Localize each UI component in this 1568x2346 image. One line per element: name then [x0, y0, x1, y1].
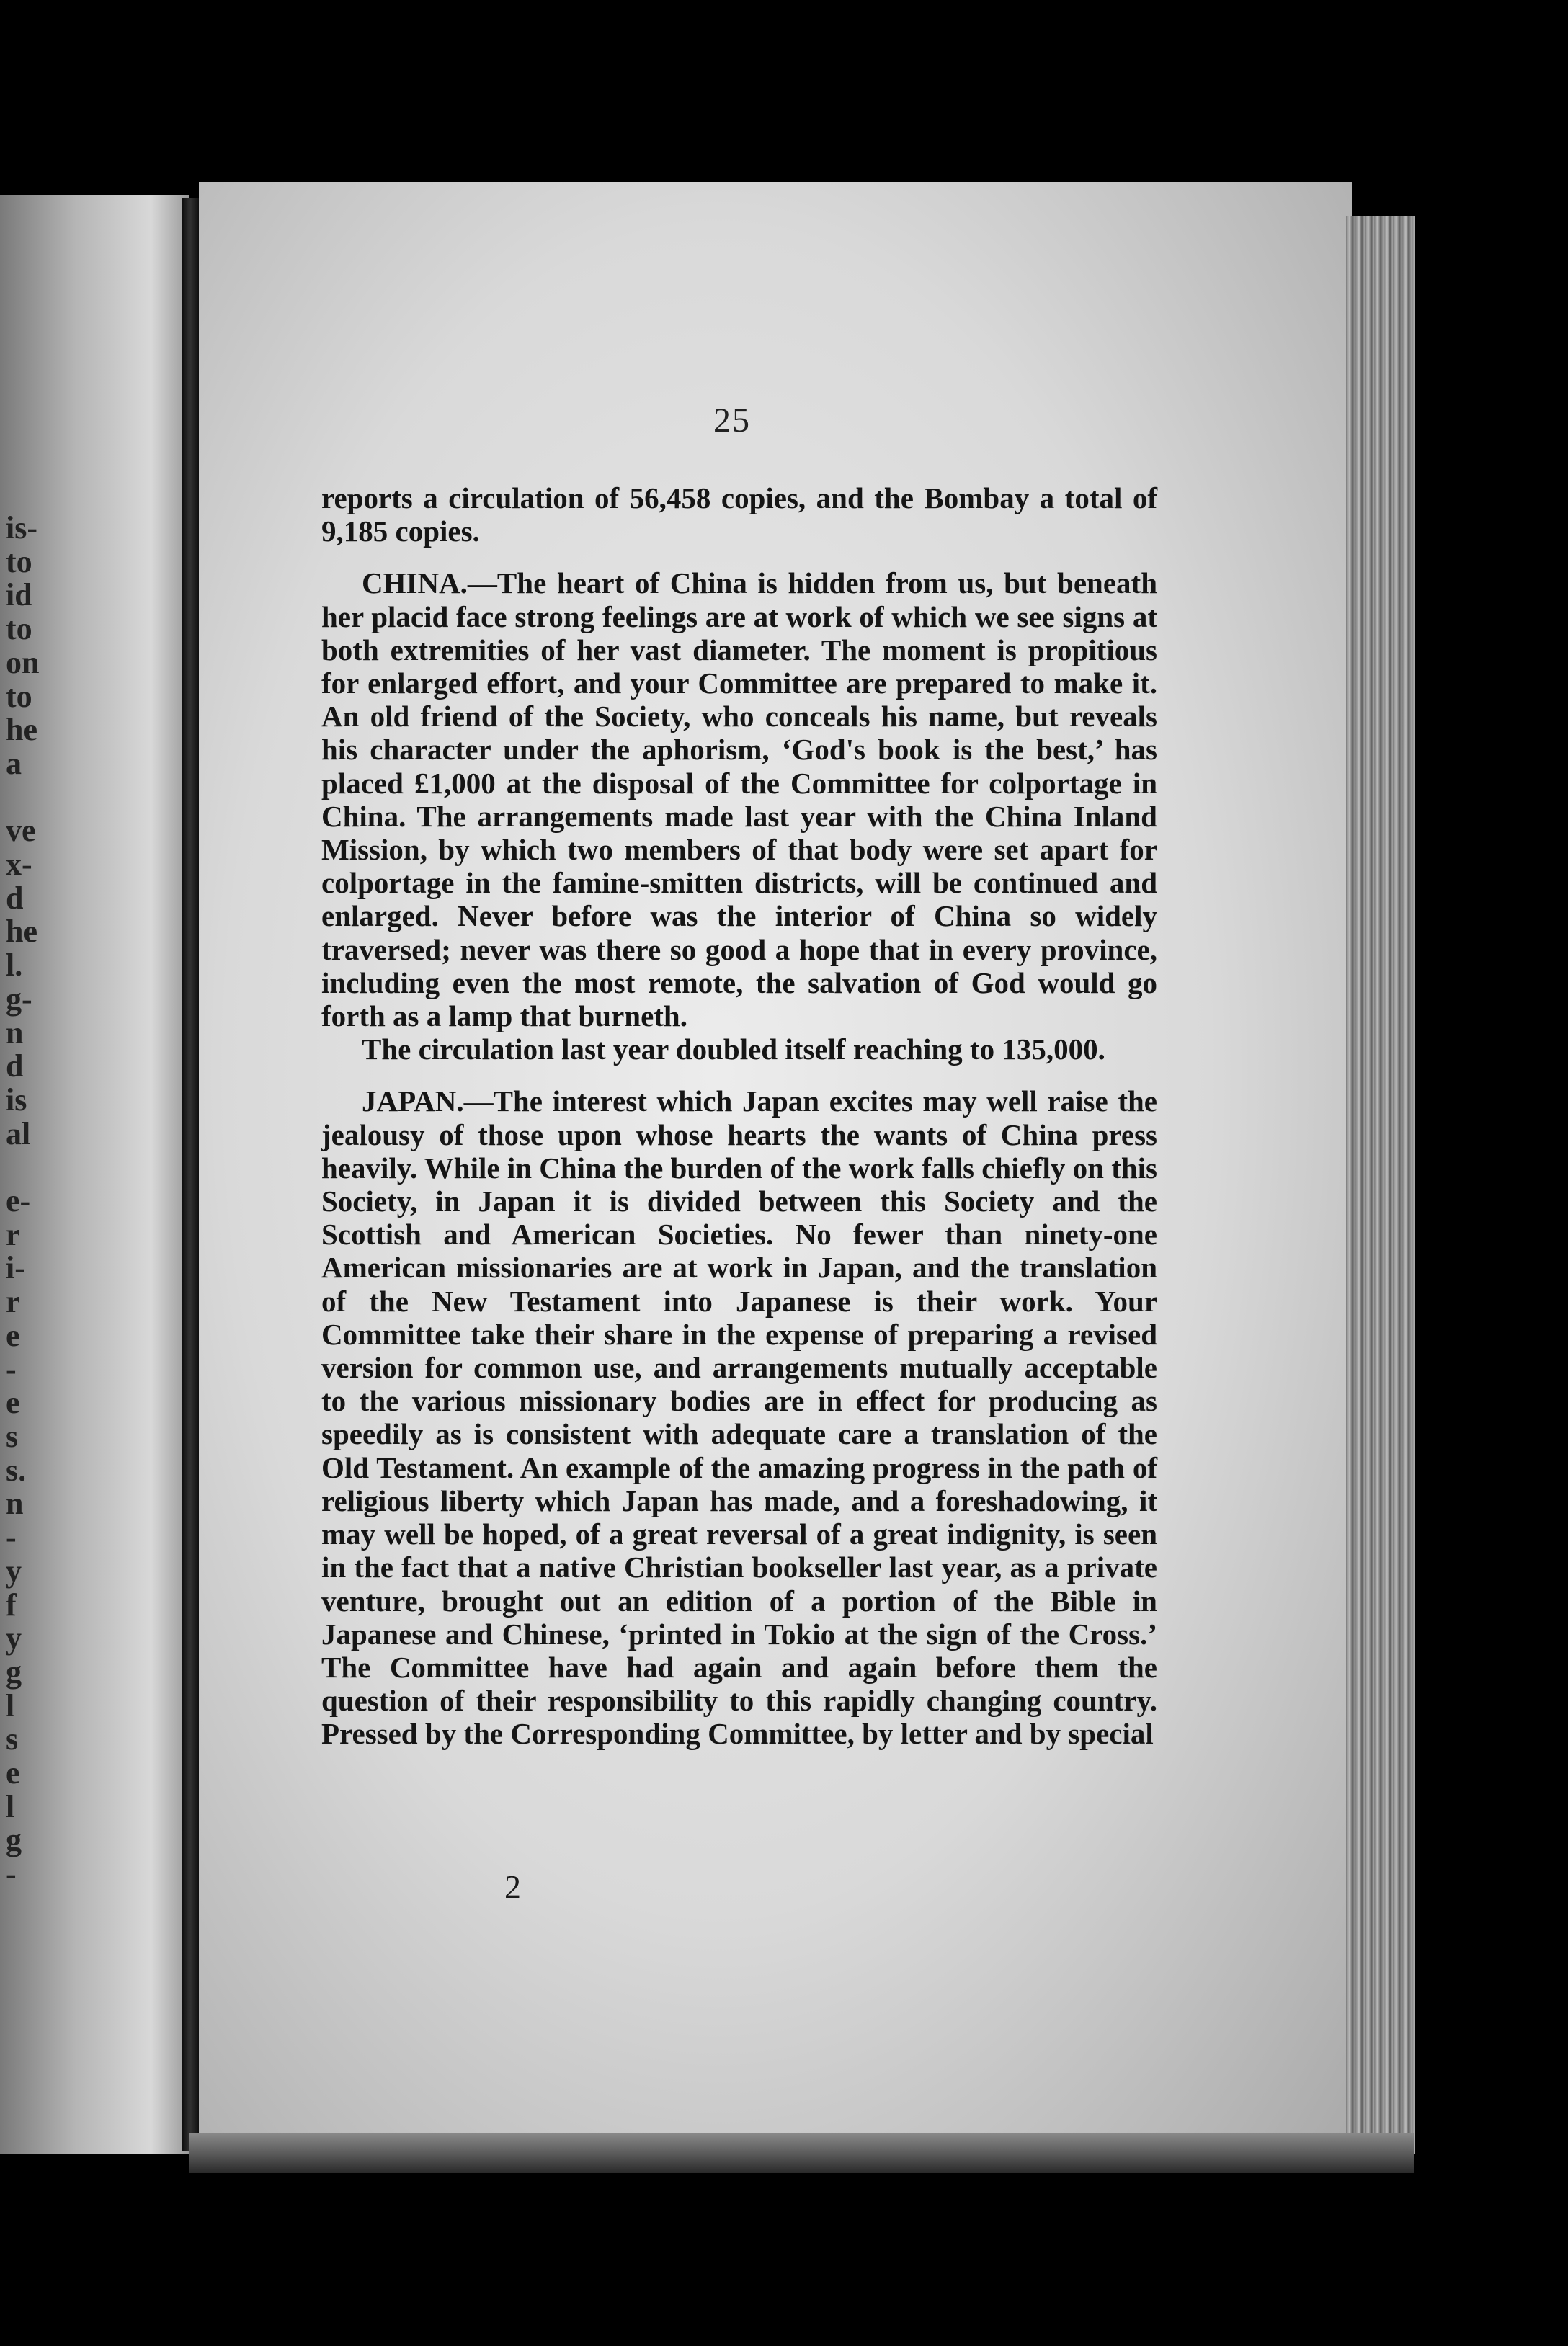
body-text [321, 481, 1157, 1751]
left-page [0, 195, 189, 2154]
paragraph-japan: JAPAN.—The interest which Japan excites may well raise the jealousy of those upon whose hearts the wants of China press heavily. While in China the burden of the work falls chiefly on this Society, in Japan it is divided between this Society and the Scottish and American Societies. No fewer than ninety-one American missionaries are at work in Japan, and the translation of the New Testament into Japanese is their work. Your Committee take their share in the expense of preparing a revised version for common use, and arrangements mutually acceptable to the various missionary bodies are in effect for producing as speedily as is consistent with adequate care a translation of the Old Testament. An example of the amazing progress in the path of religious liberty which Japan has made, and a foreshadowing, it may well be hoped, of a great reversal of a great indignity, is seen in the fact that a native Christian bookseller last year, as a private venture, brought out an edition of a portion of the Bible in Japanese and Chinese, ‘printed in Tokio at the sign of the Cross.’ The Committee have had again and again before them the question of their responsibility to this rapidly changing country. Pressed by the Corresponding Committee, by letter and by special [321, 1084, 1157, 1751]
page-edges [1346, 216, 1415, 2154]
bottom-edge [189, 2133, 1414, 2173]
signature-mark: 2 [504, 1868, 521, 1905]
page-number: 25 [713, 401, 751, 440]
paragraph-china-circulation: The circulation last year doubled itself reaching to 135,000. [362, 1032, 1105, 1066]
paragraph-bombay: reports a circulation of 56,458 copies, and the Bombay a total of 9,185 copies. [321, 481, 1157, 548]
paragraph-china: CHINA.—The heart of China is hidden from us, but beneath her placid face strong feelings are at work of which we see signs at both extremities of her vast diameter. The moment is propitious for enlarged effort, and your Committee are prepared to make it. An old friend of the Society, who conceals his name, but reveals his character under the aphorism, ‘God's book is the best,’ has placed £1,000 at the disposal of the Committee for colportage in China. The arrangements made last year with the China Inland Mission, by which two members of that body were set apart for colportage in the famine-smitten districts, will be continued and enlarged. Never before was the interior of China so widely traversed; never was there so good a hope that in every province, including even the most remote, the salvation of God would go forth as a lamp that burneth. [321, 566, 1157, 1033]
book-spine [182, 198, 200, 2151]
left-margin-fragments: is- to id to on to he a ve x- d he l. g- n d is al e- r i- r e - e s s. n - y f y g l s e l g - [6, 510, 40, 1892]
